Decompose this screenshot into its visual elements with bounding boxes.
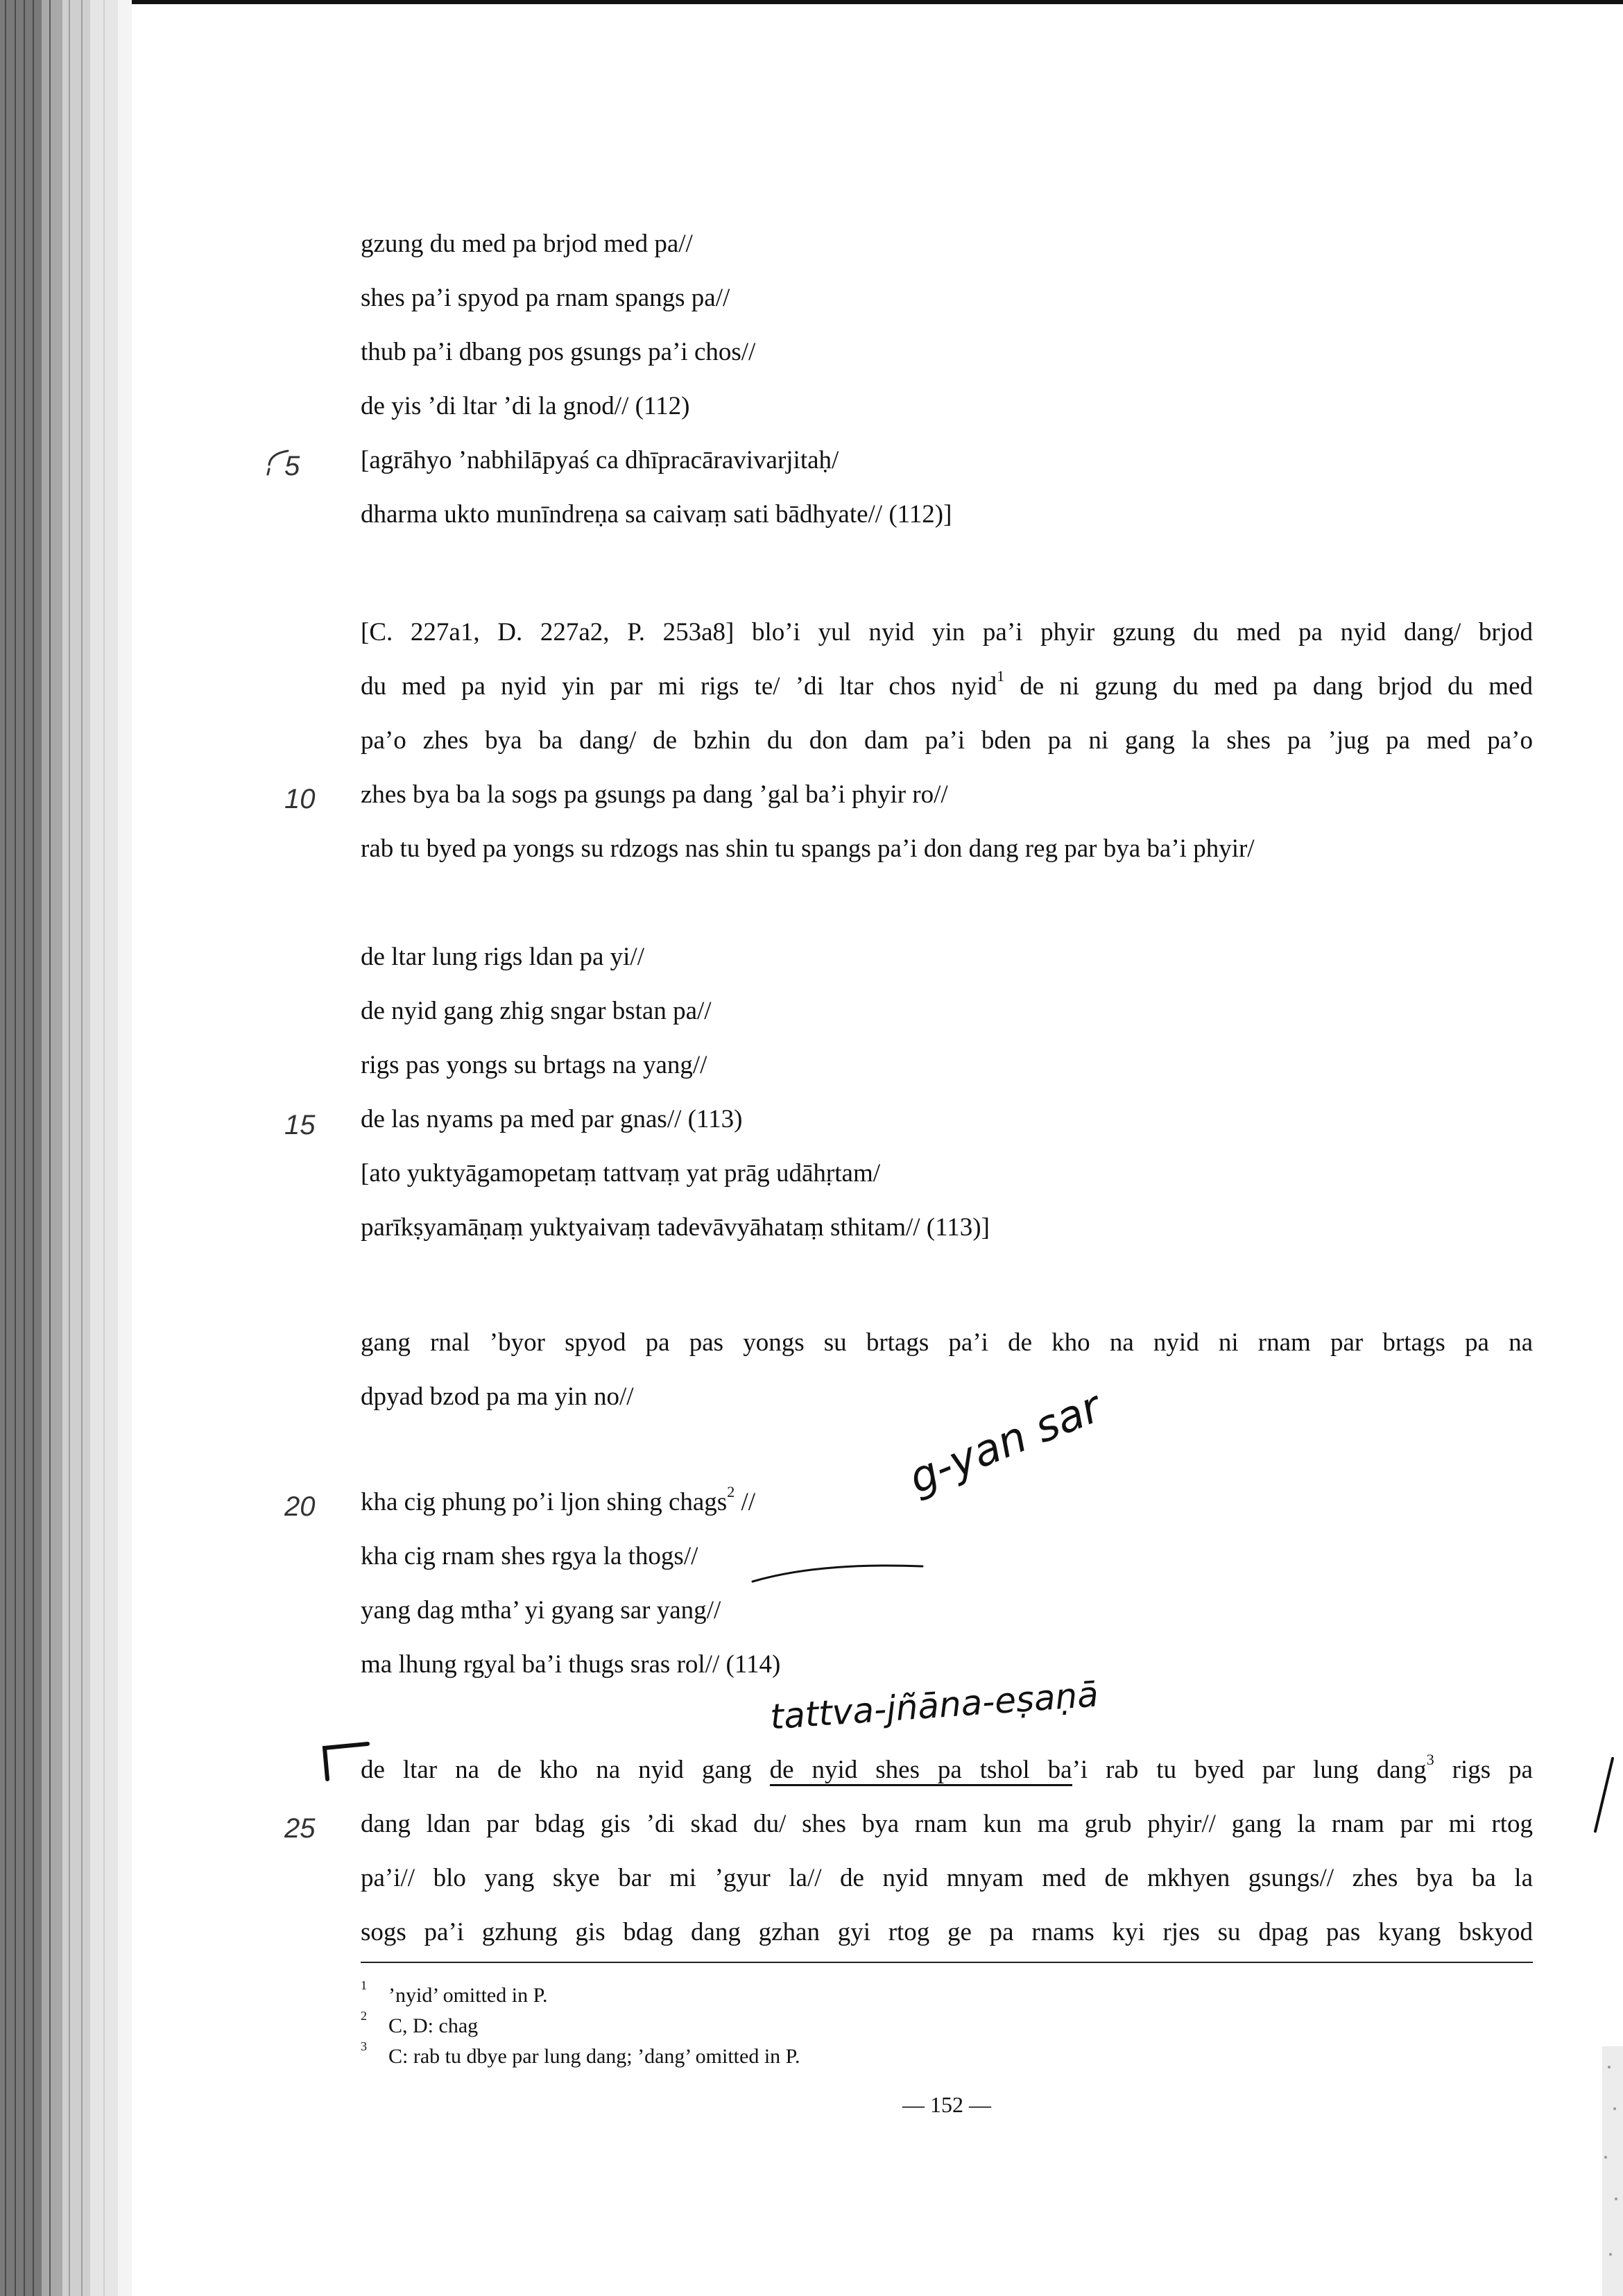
verse-line: ma lhung rgyal ba’i thugs sras rol// (114) xyxy=(361,1650,781,1679)
commentary-line: sogs pa’i gzhung gis bdag dang gzhan gyi rtog ge pa rnams kyi rjes su dpag pas kyang bskyod xyxy=(361,1918,1533,1946)
sanskrit-line: [agrāhyo ’nabhilāpyaś ca dhīpracāravivarjitaḥ/ xyxy=(361,446,839,474)
commentary-line: dpyad bzod pa ma yin no// xyxy=(361,1382,634,1411)
footnote-marker: 1 xyxy=(997,667,1005,685)
footnote-marker: 3 xyxy=(1426,1751,1434,1768)
commentary-fragment: ’i rab tu byed par lung dang xyxy=(1072,1756,1427,1784)
verse-line: yang dag mtha’ yi gyang sar yang// xyxy=(361,1596,721,1625)
verse-line: gzung du med pa brjod med pa// xyxy=(361,230,693,258)
footnote-marker: 2 xyxy=(727,1483,735,1500)
commentary-fragment: de ni gzung du med pa dang brjod du med xyxy=(1020,672,1533,701)
footnote-number: 2 xyxy=(361,2009,367,2023)
footnote-rule xyxy=(361,1962,1533,1963)
underlined-phrase: de nyid shes pa tshol ba xyxy=(770,1756,1072,1786)
page-number: — 152 — xyxy=(902,2092,991,2117)
commentary-line xyxy=(361,1751,1533,1785)
sanskrit-line: dharma ukto munīndreṇa sa caivaṃ sati bādhyate// (112)] xyxy=(361,500,952,529)
footnote-text: C, D: chag xyxy=(388,2014,479,2037)
commentary-line: gang rnal ’byor spyod pa pas yongs su brtags pa’i de kho na nyid ni rnam par brtags pa na xyxy=(361,1328,1533,1357)
verse-fragment: // xyxy=(735,1488,756,1516)
footnote-text: C: rab tu dbye par lung dang; ’dang’ omitted in P. xyxy=(388,2045,800,2068)
verse-line: thub pa’i dbang pos gsungs pa’i chos// xyxy=(361,338,756,366)
verse-line: kha cig rnam shes rgya la thogs// xyxy=(361,1542,698,1570)
handwritten-stroke xyxy=(749,1554,929,1588)
commentary-line: [C. 227a1, D. 227a2, P. 253a8] blo’i yul nyid yin pa’i phyir gzung du med pa nyid dang/ brjod xyxy=(361,618,1533,646)
commentary-line xyxy=(361,667,1533,701)
footnote-text: ’nyid’ omitted in P. xyxy=(388,1984,548,2007)
commentary-line: pa’o zhes bya ba dang/ de bzhin du don dam pa’i bden pa ni gang la shes pa ’jug pa med pa’o xyxy=(361,726,1533,755)
margin-number: 5 xyxy=(284,451,300,481)
verse-line: rigs pas yongs su brtags na yang// xyxy=(361,1051,707,1079)
handwritten-note: g-yan sar xyxy=(902,1380,1108,1504)
commentary-fragment: du med pa nyid yin par mi rigs te/ ’di ltar chos nyid xyxy=(361,672,997,701)
margin-number: 25 xyxy=(284,1813,316,1844)
verse-line: de yis ’di ltar ’di la gnod// (112) xyxy=(361,392,690,420)
binding-shadow xyxy=(0,0,132,2296)
verse-fragment: kha cig phung po’i ljon shing chags xyxy=(361,1488,728,1516)
margin-stroke xyxy=(1588,1755,1616,1838)
sanskrit-line: parīkṣyamāṇaṃ yuktyaivaṃ tadevāvyāhataṃ sthitam// (113)] xyxy=(361,1213,990,1242)
sanskrit-line: [ato yuktyāgamopetaṃ tattvaṃ yat prāg udāhṛtam/ xyxy=(361,1159,880,1188)
commentary-fragment: de ltar na de kho na nyid gang xyxy=(361,1756,770,1784)
verse-line: de nyid gang zhig sngar bstan pa// xyxy=(361,997,712,1025)
bracket-mark xyxy=(319,1741,375,1783)
margin-number: 10 xyxy=(284,784,316,814)
commentary-line: dang ldan par bdag gis ’di skad du/ shes bya rnam kun ma grub phyir// gang la rnam par mi rtog xyxy=(361,1810,1533,1838)
footnote-number: 3 xyxy=(361,2039,367,2053)
handwritten-note: tattva-jñāna-eṣaṇā xyxy=(768,1674,1100,1738)
verse-line: shes pa’i spyod pa rnam spangs pa// xyxy=(361,284,730,312)
margin-number: 15 xyxy=(284,1110,316,1140)
commentary-line: pa’i// blo yang skye bar mi ’gyur la// de nyid mnyam med de mkhyen gsungs// zhes bya ba la xyxy=(361,1864,1533,1892)
margin-number: 20 xyxy=(284,1491,316,1522)
handwritten-tick-mark xyxy=(257,444,298,486)
footnote-number: 1 xyxy=(361,1978,367,1992)
verse-line: de ltar lung rigs ldan pa yi// xyxy=(361,943,644,971)
scan-edge-noise xyxy=(1595,2046,1623,2296)
commentary-line: zhes bya ba la sogs pa gsungs pa dang ’gal ba’i phyir ro// xyxy=(361,780,948,809)
verse-line: de las nyams pa med par gnas// (113) xyxy=(361,1105,743,1133)
verse-line xyxy=(361,1483,756,1517)
commentary-fragment: rigs pa xyxy=(1434,1756,1533,1784)
commentary-line: rab tu byed pa yongs su rdzogs nas shin tu spangs pa’i don dang reg par bya ba’i phyir/ xyxy=(361,834,1255,863)
scan-top-edge xyxy=(0,0,1623,4)
